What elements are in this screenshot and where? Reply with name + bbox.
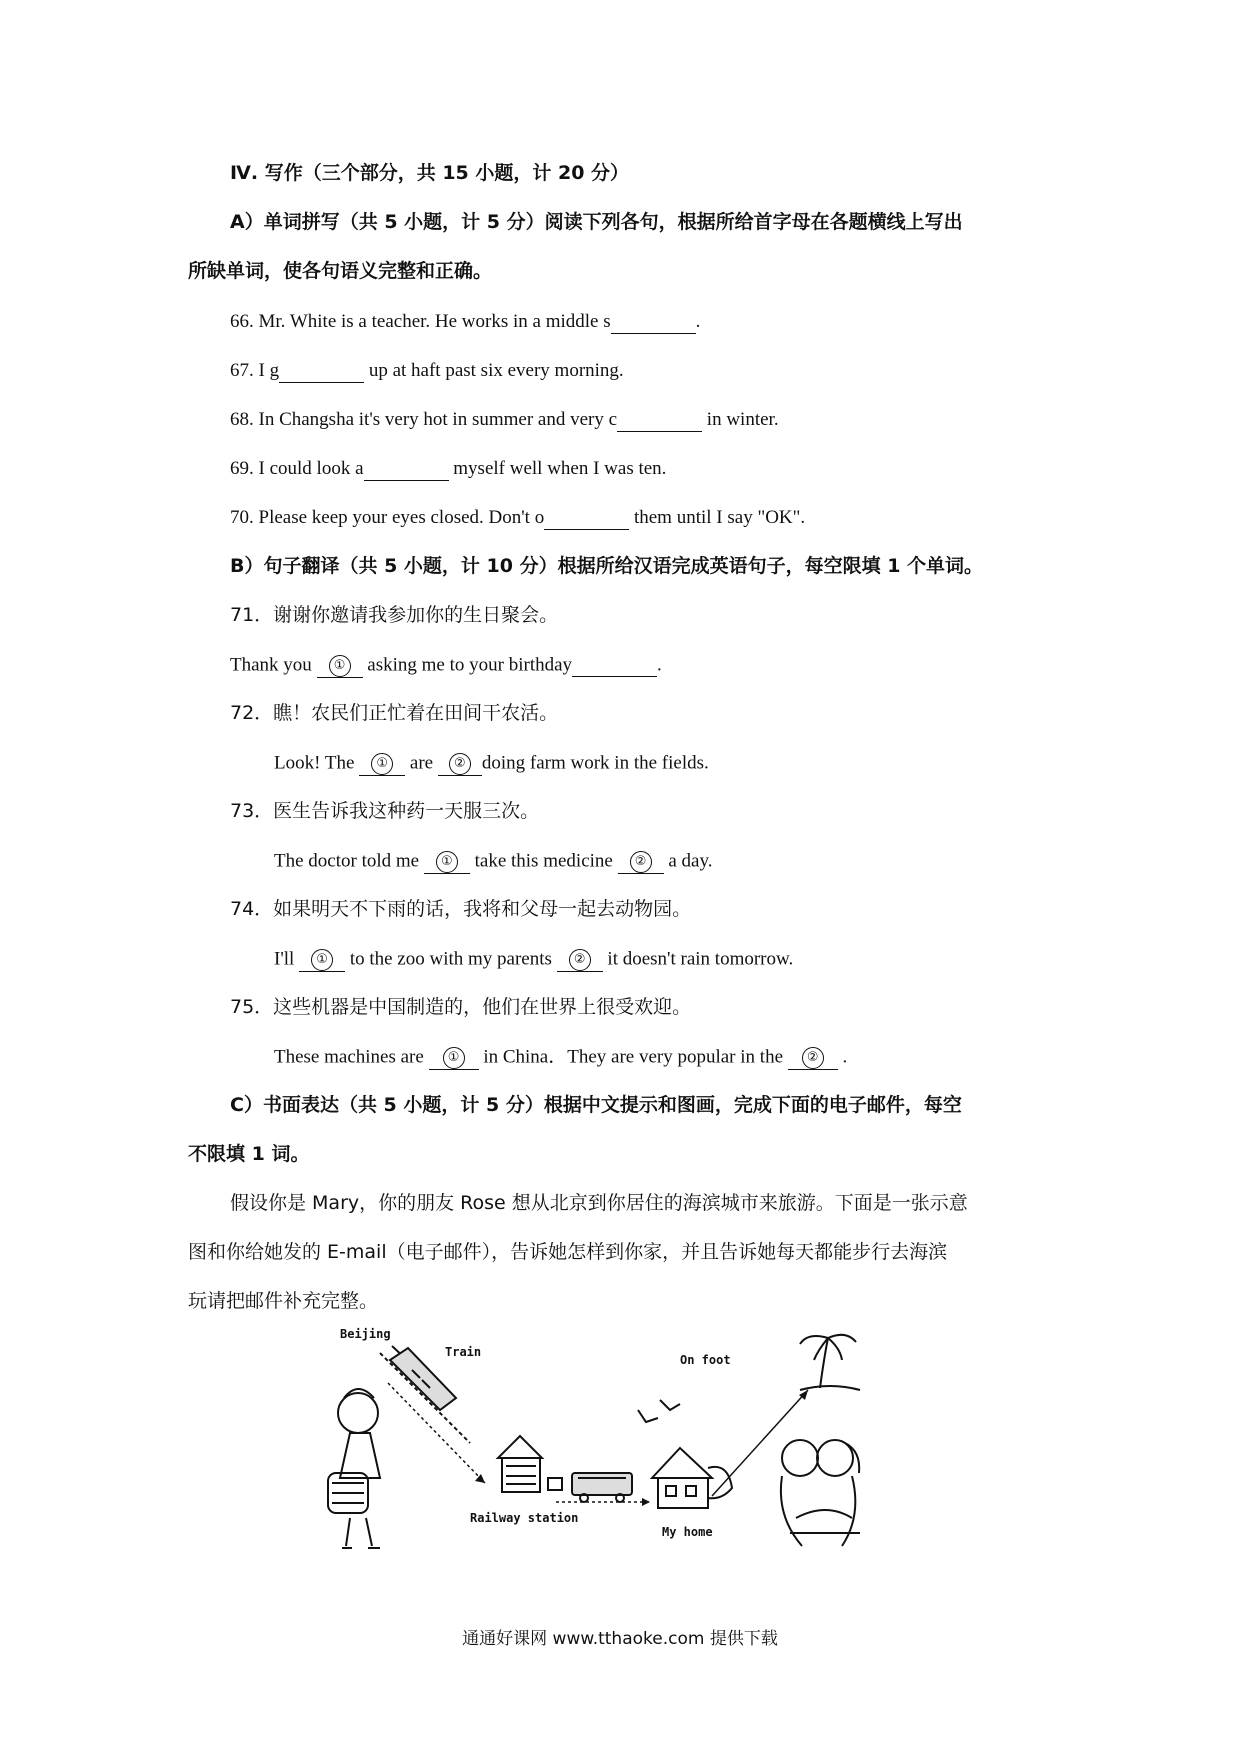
q71-chinese: 71．谢谢你邀请我参加你的生日聚会。 bbox=[230, 604, 559, 626]
circled-1-mark: ① bbox=[436, 851, 458, 873]
circled-1-mark: ① bbox=[329, 655, 351, 677]
q71-text-b: asking me to your birthday bbox=[362, 654, 573, 676]
circled-2-mark: ② bbox=[569, 949, 591, 971]
part-c-heading-line2: 不限填 1 词。 bbox=[188, 1143, 310, 1165]
label-on-foot: On foot bbox=[680, 1353, 731, 1367]
q73-english bbox=[274, 851, 712, 874]
arrow-head-1 bbox=[475, 1474, 485, 1483]
section-title: Ⅳ. 写作（三个部分，共 15 小题，计 20 分） bbox=[230, 162, 630, 184]
q71-english bbox=[230, 655, 662, 678]
question-68 bbox=[230, 410, 779, 432]
q71-text-a: Thank you bbox=[230, 654, 317, 676]
circled-2-mark: ② bbox=[449, 753, 471, 775]
q72-chinese: 72．瞧！农民们正忙着在田间干农活。 bbox=[230, 702, 559, 724]
circled-2-mark: ② bbox=[802, 1047, 824, 1069]
q72-text-a: Look! The bbox=[274, 752, 360, 774]
q73-text-b: take this medicine bbox=[469, 850, 618, 872]
circled-1-mark: ① bbox=[443, 1047, 465, 1069]
q71-blank-2[interactable] bbox=[572, 655, 657, 677]
q70-blank[interactable] bbox=[544, 508, 629, 530]
page-footer: 通通好课网 www.tthaoke.com 提供下载 bbox=[462, 1629, 778, 1649]
q72-text-b: are bbox=[405, 752, 438, 774]
part-c-paragraph-line2: 图和你给她发的 E-mail（电子邮件），告诉她怎样到你家，并且告诉她每天都能步行去海滨 bbox=[188, 1241, 948, 1263]
part-b-heading: B）句子翻译（共 5 小题，计 10 分）根据所给汉语完成英语句子，每空限填 1 个单词。 bbox=[230, 555, 984, 577]
q75-text-a: These machines are bbox=[274, 1046, 429, 1068]
part-c-paragraph-line3: 玩请把邮件补充完整。 bbox=[188, 1290, 379, 1312]
q69-blank[interactable] bbox=[364, 459, 449, 481]
q72-blank-1[interactable] bbox=[359, 753, 405, 776]
q68-blank[interactable] bbox=[617, 410, 702, 432]
question-67 bbox=[230, 361, 624, 383]
q71-blank-1[interactable] bbox=[317, 655, 363, 678]
railway-station-icon bbox=[498, 1436, 562, 1492]
part-a-heading-line1: A）单词拼写（共 5 小题，计 5 分）阅读下列各句，根据所给首字母在各题横线上写出 bbox=[230, 211, 963, 233]
q66-text-end: . bbox=[695, 311, 701, 332]
q74-blank-1[interactable] bbox=[299, 949, 345, 972]
q73-text-c: a day. bbox=[663, 850, 713, 872]
train-icon bbox=[380, 1346, 470, 1443]
circled-2-mark: ② bbox=[630, 851, 652, 873]
bus-icon bbox=[572, 1473, 632, 1502]
q74-chinese: 74．如果明天不下雨的话，我将和父母一起去动物园。 bbox=[230, 898, 692, 920]
circled-1-mark: ① bbox=[371, 753, 393, 775]
q70-text-end: them until I say "OK". bbox=[629, 507, 806, 528]
q73-chinese: 73．医生告诉我这种药一天服三次。 bbox=[230, 800, 540, 822]
arrow-head-2 bbox=[642, 1498, 650, 1506]
q72-english bbox=[274, 753, 709, 776]
label-beijing: Beijing bbox=[340, 1327, 391, 1341]
q74-text-a: I'll bbox=[274, 948, 300, 970]
question-69 bbox=[230, 459, 666, 481]
girl-with-backpack-figure bbox=[328, 1389, 380, 1548]
q74-text-b: to the zoo with my parents bbox=[345, 948, 557, 970]
q66-blank[interactable] bbox=[611, 312, 696, 334]
q67-blank[interactable] bbox=[279, 361, 364, 383]
part-c-paragraph-line1: 假设你是 Mary，你的朋友 Rose 想从北京到你居住的海滨城市来旅游。下面是一张示意 bbox=[230, 1192, 968, 1214]
q74-english bbox=[274, 949, 793, 972]
q69-text: 69. I could look a bbox=[230, 458, 364, 479]
q75-blank-1[interactable] bbox=[429, 1047, 479, 1070]
palm-tree-beach-icon bbox=[800, 1335, 860, 1390]
question-70 bbox=[230, 508, 805, 530]
q71-text-c: . bbox=[657, 654, 662, 676]
circled-1-mark: ① bbox=[311, 949, 333, 971]
q73-blank-1[interactable] bbox=[424, 851, 470, 874]
question-66 bbox=[230, 312, 700, 334]
q68-text: 68. In Changsha it's very hot in summer and very c bbox=[230, 409, 618, 430]
q72-text-c: doing farm work in the fields. bbox=[481, 752, 709, 774]
home-house-icon bbox=[652, 1448, 732, 1508]
part-c-heading-line1: C）书面表达（共 5 小题，计 5 分）根据中文提示和图画，完成下面的电子邮件，每空 bbox=[230, 1094, 962, 1116]
q67-text: 67. I g bbox=[230, 360, 280, 381]
q72-blank-2[interactable] bbox=[438, 753, 482, 776]
label-railway-station: Railway station bbox=[470, 1511, 579, 1525]
label-my-home: My home bbox=[662, 1525, 713, 1539]
q75-blank-2[interactable] bbox=[788, 1047, 838, 1070]
route-illustration bbox=[320, 1318, 920, 1578]
q70-text: 70. Please keep your eyes closed. Don't o bbox=[230, 507, 545, 528]
two-girls-figure bbox=[781, 1440, 860, 1546]
q69-text-end: myself well when I was ten. bbox=[448, 458, 667, 479]
q74-blank-2[interactable] bbox=[557, 949, 603, 972]
q73-text-a: The doctor told me bbox=[274, 850, 424, 872]
shoes-icon bbox=[638, 1400, 680, 1422]
label-train: Train bbox=[445, 1345, 482, 1359]
part-a-heading-line2: 所缺单词，使各句语义完整和正确。 bbox=[188, 260, 493, 282]
q67-text-end: up at haft past six every morning. bbox=[364, 360, 624, 381]
q74-text-c: it doesn't rain tomorrow. bbox=[602, 948, 794, 970]
route-arrow-3 bbox=[712, 1390, 808, 1496]
q75-text-b: in China．They are very popular in the bbox=[478, 1046, 788, 1068]
q66-text: 66. Mr. White is a teacher. He works in a middle s bbox=[230, 311, 611, 332]
q68-text-end: in winter. bbox=[702, 409, 779, 430]
q75-chinese: 75．这些机器是中国制造的，他们在世界上很受欢迎。 bbox=[230, 996, 692, 1018]
q75-text-c: . bbox=[837, 1046, 848, 1068]
q75-english bbox=[274, 1047, 847, 1070]
q73-blank-2[interactable] bbox=[618, 851, 664, 874]
